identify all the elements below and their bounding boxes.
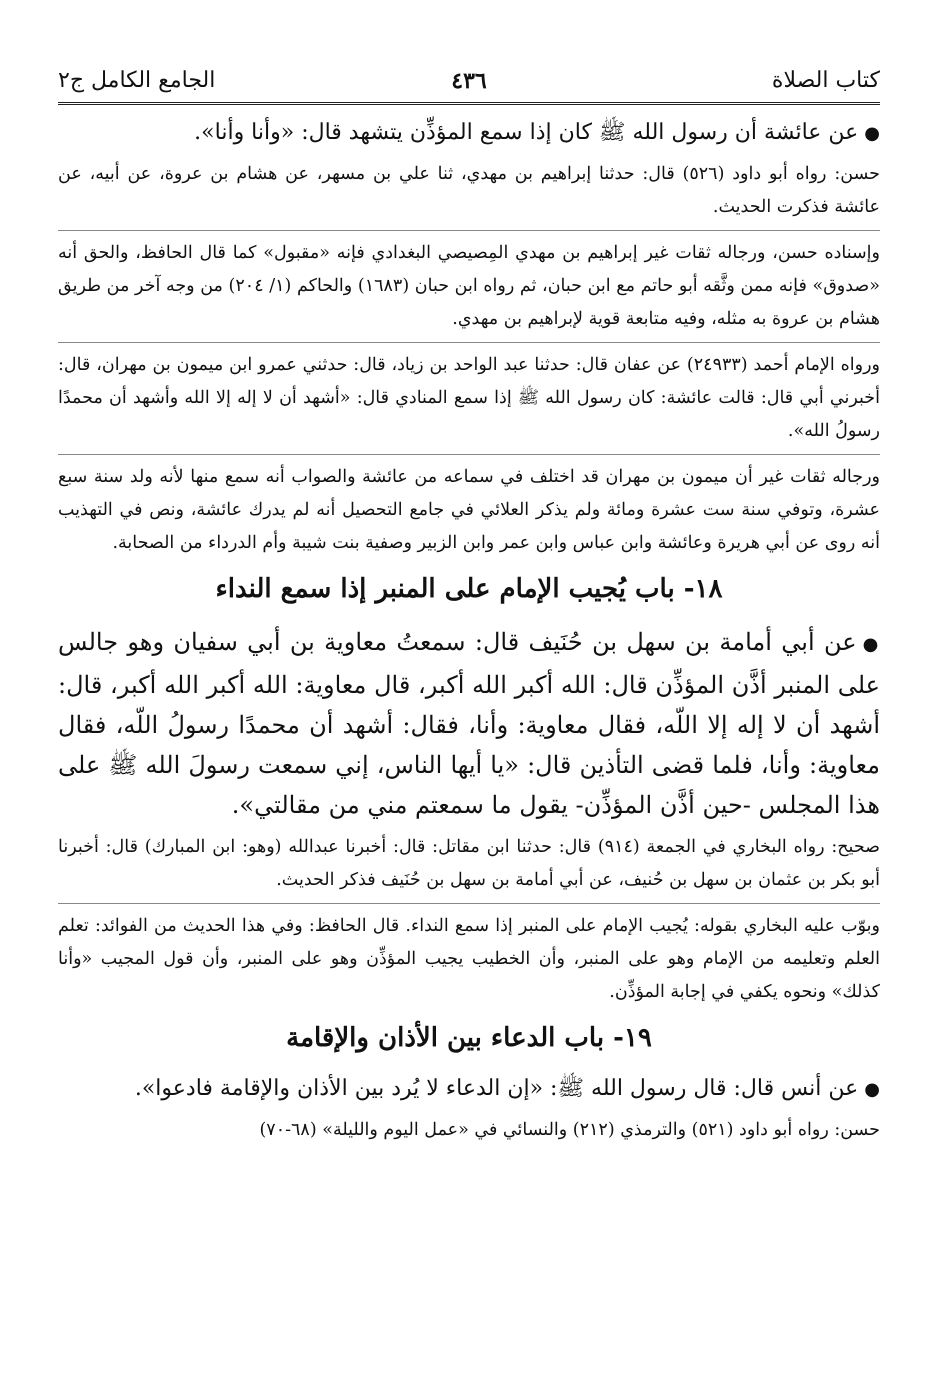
hadith-grading-note: حسن: رواه أبو داود (٥٢١) والترمذي (٢١٢) والنسائي في «عمل اليوم والليلة» (٦٨-٧٠)	[259, 1120, 880, 1140]
divider	[58, 903, 880, 904]
hadith-grading-note: حسن: رواه أبو داود (٥٢٦) قال: حدثنا إبراهيم بن مهدي، ثنا علي بن مسهر، عن هشام بن عروة، عن أبيه، عن عائشة فذكرت الحديث.	[58, 164, 880, 217]
hadith-body: عن عائشة أن رسول الله ﷺ كان إذا سمع المؤذِّن يتشهد قال: «وأنا وأنا».	[194, 120, 859, 145]
commentary-paragraph: ورواه الإمام أحمد (٢٤٩٣٣) عن عفان قال: حدثنا عبد الواحد بن زياد، قال: حدثني عمرو ابن ميمون بن مهران، قال: أخبرني أبي قال: قالت عائشة: كان رسول الله ﷺ إذا سمع المنادي قال: «أشهد أن لا إله إلا الله وأشهد أن محمدًا رسولُ الله».	[58, 355, 881, 441]
hadith-text	[58, 622, 880, 825]
divider	[58, 454, 880, 455]
chapter-heading: ١٨- باب يُجيب الإمام على المنبر إذا سمع النداء	[215, 574, 723, 604]
page-header	[58, 62, 880, 105]
divider	[58, 342, 880, 343]
commentary-paragraph: ورجاله ثقات غير أن ميمون بن مهران قد اختلف في سماعه من عائشة والصواب أنه سمع منها لأنه ولد سنة سبع عشرة، وتوفي سنة ست عشرة ومائة ولم يذكر العلائي في جامع التحصيل أنه لم يدرك عائشة، ونص في التهذيب أنه روى عن أبي هريرة وعائشة وابن عباس وابن عمر وابن الزبير وصفية بنت شيبة وأم الدرداء من الصحابة.	[58, 467, 880, 553]
book-page	[58, 62, 880, 1153]
bullet-icon: ●	[864, 1079, 880, 1100]
book-title: كتاب الصلاة	[771, 68, 880, 93]
hadith-text	[58, 115, 880, 152]
divider	[58, 230, 880, 231]
hadith-grading-note: صحيح: رواه البخاري في الجمعة (٩١٤) قال: حدثنا ابن مقاتل: قال: أخبرنا عبدالله (وهو: ابن المبارك) قال: أخبرنا أبو بكر بن عثمان بن سهل بن حُنيف، عن أبي أمامة بن سهل بن حُنَيف فذكر الحديث.	[58, 837, 880, 890]
bullet-icon: ●	[862, 634, 880, 655]
chapter-heading: ١٩- باب الدعاء بين الأذان والإقامة	[286, 1023, 652, 1053]
volume-title: الجامع الكامل ج٢	[58, 68, 216, 93]
hadith-body: عن أنس قال: قال رسول الله ﷺ: «إن الدعاء لا يُرد بين الأذان والإقامة فادعوا».	[134, 1076, 859, 1101]
commentary-paragraph: وبوّب عليه البخاري بقوله: يُجيب الإمام على المنبر إذا سمع النداء. قال الحافظ: وفي هذا الحديث من الفوائد: تعلم العلم وتعليمه من الإمام وهو على المنبر، وأن الخطيب يجيب المؤذِّن وهو على المنبر، وأن قول المجيب «وأنا كذلك» ونحوه يكفي في إجابة المؤذِّن.	[58, 916, 880, 1002]
hadith-body: عن أبي أمامة بن سهل بن حُنَيف قال: سمعتُ معاوية بن أبي سفيان وهو جالس على المنبر أذَّن المؤذِّن قال: الله أكبر الله أكبر، قال معاوية: الله أكبر الله أكبر، قال: أشهد أن لا إله إلا اللّه، فقال معاوية: وأنا، فقال: أشهد أن محمدًا رسولُ اللّه، فقال معاوية: وأنا، فلما قضى التأذين قال: «يا أيها الناس، إني سمعت رسولَ الله ﷺ على هذا المجلس -حين أذَّن المؤذِّن- يقول ما سمعتم مني من مقالتي».	[58, 628, 880, 819]
hadith-text	[58, 1071, 880, 1108]
bullet-icon: ●	[864, 123, 880, 144]
page-number: ٤٣٦	[451, 68, 487, 94]
commentary-paragraph: وإسناده حسن، ورجاله ثقات غير إبراهيم بن مهدي المِصيصي البغدادي فإنه «مقبول» كما قال الحافظ، والحق أنه «صدوق» فإنه ممن وثَّقه أبو حاتم مع ابن حبان، ثم رواه ابن حبان (١٦٨٣) والحاكم (١/ ٢٠٤) من وجه آخر من طريق هشام بن عروة به مثله، وفيه متابعة قوية لإبراهيم بن مهدي.	[58, 243, 880, 329]
